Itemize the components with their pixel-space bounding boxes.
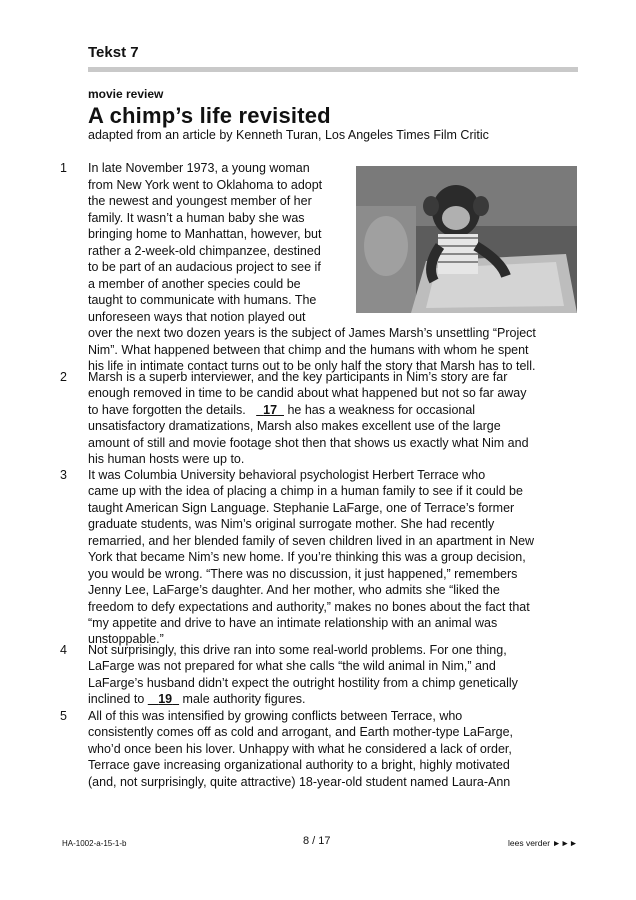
article-byline: adapted from an article by Kenneth Turan, Los Angeles Times Film Critic	[88, 128, 489, 142]
text-line: All of this was intensified by growing conflicts between Terrace, who	[88, 709, 463, 723]
paragraph-number: 3	[60, 468, 67, 482]
text-segment: he has a weakness for occasional	[287, 403, 476, 417]
text-line: Nim”. What happened between that chimp and the humans with whom he spent	[88, 343, 529, 357]
text-line: freedom to defy expectations and authority,” makes no bones about the fact that	[88, 600, 530, 614]
gap-17-marker: 17	[263, 403, 278, 417]
text-line: who’d once been his lover. Unhappy with what he considered a lack of order,	[88, 742, 512, 756]
text-line: to be part of an audacious project to see if	[88, 260, 321, 274]
text-line: Not surprisingly, this drive ran into some real-world problems. For one thing,	[88, 643, 507, 657]
text-line: LaFarge was not prepared for what she calls “the wild animal in Nim,” and	[88, 659, 496, 673]
article-kicker: movie review	[88, 87, 164, 101]
text-line: remarried, and her blended family of seven children lived in an apartment in New	[88, 534, 535, 548]
text-line: (and, not surprisingly, quite attractive) 18-year-old student named Laura-Ann	[88, 775, 511, 789]
text-line: “my appetite and drive to have an intimate relationship with an animal was	[88, 616, 498, 630]
text-line: amount of still and movie footage shot then that shows us exactly what Nim and	[88, 436, 529, 450]
text-line: It was Columbia University behavioral psychologist Herbert Terrace who	[88, 468, 486, 482]
text-line: consistently comes off as cold and arrogant, and Earth mother-type LaFarge,	[88, 725, 513, 739]
text-line: Jenny Lee, LaFarge’s daughter. And her mother, who admits she “liked the	[88, 583, 500, 597]
exam-code: HA-1002-a-15-1-b	[62, 839, 127, 848]
text-line: York that became Nim’s new home. If you’re thinking this was a group decision,	[88, 550, 526, 564]
text-line: the newest and youngest member of her	[88, 194, 312, 208]
text-line: unforeseen ways that notion played out	[88, 310, 306, 324]
text-line: from New York went to Oklahoma to adopt	[88, 178, 323, 192]
text-line: taught American Sign Language. Stephanie LaFarge, one of Terrace’s former	[88, 501, 515, 515]
text-line: his human hosts were up to.	[88, 452, 245, 466]
paragraph-number: 5	[60, 709, 67, 723]
continue-label: lees verder ►►►	[508, 838, 578, 848]
tekst-heading: Tekst 7	[88, 44, 139, 61]
text-line: bringing home to Manhattan, however, but	[88, 227, 322, 241]
paragraph-number: 2	[60, 370, 67, 384]
text-line: Marsh is a superb interviewer, and the key participants in Nim’s story are far	[88, 370, 508, 384]
text-line: enough removed in time to be candid about what happened but not so far away	[88, 386, 527, 400]
header-rule	[88, 67, 578, 72]
text-segment: inclined to	[88, 692, 145, 706]
text-line: unsatisfactory dramatizations, Marsh also makes excellent use of the large	[88, 419, 501, 433]
text-line: rather a 2-week-old chimpanzee, destined	[88, 244, 321, 258]
text-line: his life in intimate contact turns out to be only half the story that Marsh has to tell.	[88, 359, 536, 373]
text-line: taught to communicate with humans. The	[88, 293, 317, 307]
text-line	[88, 692, 306, 706]
text-line: unstoppable.”	[88, 632, 164, 646]
text-line: you would be wrong. “There was no discussion, it just happened,” remembers	[88, 567, 518, 581]
paragraph-number: 4	[60, 643, 67, 657]
article-headline: A chimp’s life revisited	[88, 103, 331, 128]
text-line: over the next two dozen years is the subject of James Marsh’s unsettling “Project	[88, 326, 536, 340]
text-line	[88, 403, 475, 417]
text-line: came up with the idea of placing a chimp in a human family to see if it could be	[88, 484, 523, 498]
text-line: graduate students, was Nim’s original surrogate mother. She had recently	[88, 517, 495, 531]
text-line: In late November 1973, a young woman	[88, 161, 310, 175]
gap-19-marker: 19	[158, 692, 173, 706]
text-line: a member of another species could be	[88, 277, 301, 291]
text-line: family. It wasn’t a human baby she was	[88, 211, 305, 225]
page-number: 8 / 17	[303, 835, 331, 847]
text-line: LaFarge’s husband didn’t expect the outright hostility from a chimp genetically	[88, 676, 518, 690]
paragraph-number: 1	[60, 161, 67, 175]
text-segment: male authority figures.	[182, 692, 306, 706]
chimp-photo	[356, 166, 577, 313]
text-line: Terrace gave increasing organizational authority to a bright, highly motivated	[88, 758, 510, 772]
text-segment: to have forgotten the details.	[88, 403, 246, 417]
